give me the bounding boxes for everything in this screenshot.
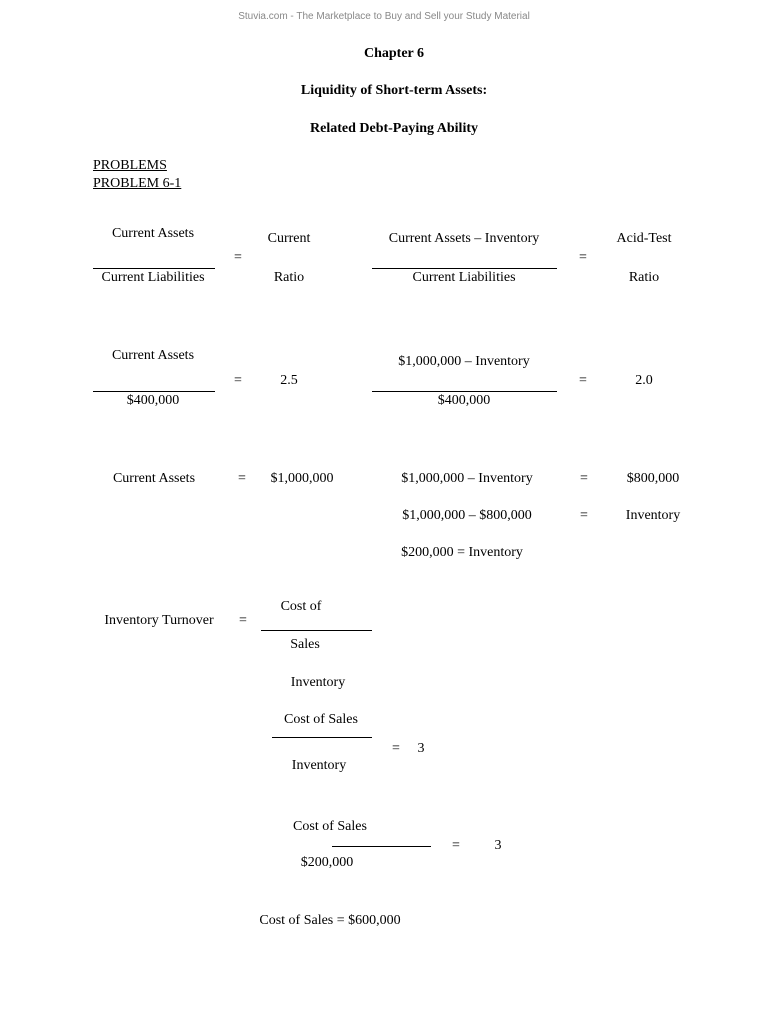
current-assets-label: Current Assets [112,471,196,486]
solution-line-1-left: $1,000,000 – Inventory [401,471,533,486]
step-3-fraction-line [332,846,431,847]
step-3-value: 3 [494,838,502,853]
equals-sign: = [392,741,400,756]
current-substitution-numerator: Current Assets [111,348,195,363]
current-ratio-label-2: Ratio [273,270,305,285]
equals-sign: = [580,508,588,523]
step-3-denominator: $200,000 [300,855,354,870]
current-ratio-label-1: Current [267,231,311,246]
solution-line-2-right: Inventory [625,508,681,523]
current-substitution-fraction-line [93,391,215,392]
acid-test-numerator: Current Assets – Inventory [388,231,540,246]
solution-line-1-right: $800,000 [626,471,680,486]
step-2-value: 3 [417,741,425,756]
acid-test-fraction-line [372,268,557,269]
step-2-denominator: Inventory [291,758,347,773]
step-2-numerator: Cost of Sales [284,712,358,727]
equals-sign: = [580,471,588,486]
cost-of-sales-result: Cost of Sales = $600,000 [259,913,401,928]
equals-sign: = [234,373,242,388]
turnover-numerator-line-2: Sales [290,637,320,652]
equals-sign: = [238,471,246,486]
current-substitution-denominator: $400,000 [126,393,180,408]
acid-test-denominator: Current Liabilities [412,270,516,285]
acid-substitution-fraction-line [372,391,557,392]
current-ratio-numerator: Current Assets [111,226,195,241]
solution-line-3: $200,000 = Inventory [401,545,523,560]
turnover-fraction-line [261,630,372,631]
chapter-title: Chapter 6 [363,46,425,61]
current-ratio-denominator: Current Liabilities [101,270,205,285]
equals-sign: = [452,838,460,853]
chapter-subtitle-line-1: Liquidity of Short-term Assets: [300,83,488,98]
page-header-watermark: Stuvia.com - The Marketplace to Buy and Sell your Study Material [238,11,530,22]
chapter-subtitle-line-2: Related Debt-Paying Ability [310,121,478,136]
acid-test-value: 2.0 [635,373,653,388]
turnover-numerator-line-1: Cost of [280,599,322,614]
inventory-turnover-label: Inventory Turnover [104,613,214,628]
turnover-denominator: Inventory [290,675,346,690]
step-3-numerator: Cost of Sales [293,819,367,834]
section-heading: PROBLEMS [93,158,167,173]
problem-heading: PROBLEM 6-1 [93,176,182,191]
acid-test-label-2: Ratio [628,270,660,285]
current-ratio-value: 2.5 [280,373,298,388]
acid-test-label-1: Acid-Test [616,231,672,246]
acid-substitution-denominator: $400,000 [437,393,491,408]
solution-line-2-left: $1,000,000 – $800,000 [402,508,532,523]
current-ratio-fraction-line [93,268,215,269]
acid-substitution-numerator: $1,000,000 – Inventory [398,354,530,369]
equals-sign: = [239,613,247,628]
current-assets-value: $1,000,000 [270,471,334,486]
step-2-fraction-line [272,737,372,738]
equals-sign: = [579,250,587,265]
equals-sign: = [234,250,242,265]
equals-sign: = [579,373,587,388]
